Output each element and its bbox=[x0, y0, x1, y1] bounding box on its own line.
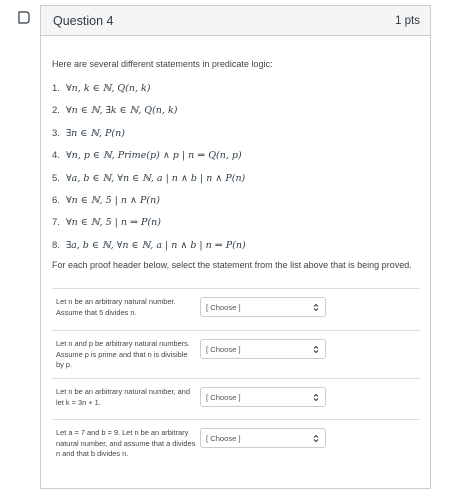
statement-text: ∀n ∈ ℕ, 5 | n ∧ P(n) bbox=[65, 194, 160, 206]
select-value: [ Choose ] bbox=[206, 392, 241, 402]
updown-chevron-icon bbox=[313, 303, 319, 312]
answer-row bbox=[52, 330, 420, 378]
question-points: 1 pts bbox=[395, 14, 420, 27]
select-value: [ Choose ] bbox=[206, 302, 241, 312]
statement-item bbox=[52, 212, 420, 234]
updown-chevron-icon bbox=[313, 393, 319, 402]
statement-number: 3. bbox=[52, 127, 60, 139]
answer-label: Let n and p be arbitrary natural numbers. Assume p is prime and that n is divisible by p. bbox=[56, 339, 190, 370]
statement-item bbox=[52, 123, 420, 145]
statement-number: 8. bbox=[52, 239, 60, 251]
question-intro: Here are several different statements in predicate logic: bbox=[52, 59, 273, 69]
answer-label: Let a = 7 and b = 9. Let n be an arbitrary natural number, and assume that a divides n and that b divides n. bbox=[56, 428, 196, 459]
updown-chevron-icon bbox=[313, 345, 319, 354]
statement-number: 1. bbox=[52, 83, 60, 94]
question-header bbox=[41, 6, 430, 36]
statement-item bbox=[52, 235, 420, 257]
answer-select[interactable] bbox=[200, 387, 326, 407]
statement-item bbox=[52, 145, 420, 167]
question-title: Question 4 bbox=[53, 13, 114, 28]
statement-number: 5. bbox=[52, 172, 60, 184]
statement-number: 4. bbox=[52, 150, 60, 162]
answer-label: Let n be an arbitrary natural number, and let k = 3n + 1. bbox=[56, 387, 190, 407]
statement-text: ∃n ∈ ℕ, P(n) bbox=[65, 127, 125, 139]
updown-chevron-icon bbox=[313, 434, 319, 443]
statement-item bbox=[52, 100, 420, 122]
question-card bbox=[40, 5, 431, 489]
select-value: [ Choose ] bbox=[206, 433, 241, 443]
statement-text: ∀a, b ∈ ℕ, ∀n ∈ ℕ, a | n ∧ b | n ∧ P(n) bbox=[65, 172, 246, 184]
statement-item bbox=[52, 168, 420, 190]
flag-icon[interactable] bbox=[18, 11, 30, 24]
answer-select[interactable] bbox=[200, 339, 326, 359]
statement-text: ∀n ∈ ℕ, ∃k ∈ ℕ, Q(n, k) bbox=[65, 105, 178, 117]
answer-label: Let n be an arbitrary natural number. Assume that 5 divides n. bbox=[56, 297, 176, 317]
statement-text: ∃a, b ∈ ℕ, ∀n ∈ ℕ, a | n ∧ b | n ⇒ P(n) bbox=[65, 239, 246, 251]
answer-row bbox=[52, 378, 420, 419]
statement-text: ∀n ∈ ℕ, 5 | n ⇒ P(n) bbox=[65, 217, 161, 229]
statement-number: 2. bbox=[52, 105, 60, 117]
answer-row bbox=[52, 419, 420, 469]
answer-list bbox=[52, 288, 420, 469]
answer-row bbox=[52, 288, 420, 330]
statement-number: 7. bbox=[52, 217, 60, 229]
statement-text: ∀n, p ∈ ℕ, Prime(p) ∧ p | n ⇒ Q(n, p) bbox=[65, 150, 242, 162]
statement-text: ∀n, k ∈ ℕ, Q(n, k) bbox=[65, 83, 151, 94]
question-outro: For each proof header below, select the statement from the list above that is being proved. bbox=[52, 260, 412, 271]
select-value: [ Choose ] bbox=[206, 344, 241, 354]
answer-select[interactable] bbox=[200, 428, 326, 448]
statement-item bbox=[52, 78, 420, 100]
statement-list bbox=[52, 78, 420, 257]
statement-number: 6. bbox=[52, 194, 60, 206]
answer-select[interactable] bbox=[200, 297, 326, 317]
question-body bbox=[41, 58, 430, 469]
statement-item bbox=[52, 190, 420, 212]
